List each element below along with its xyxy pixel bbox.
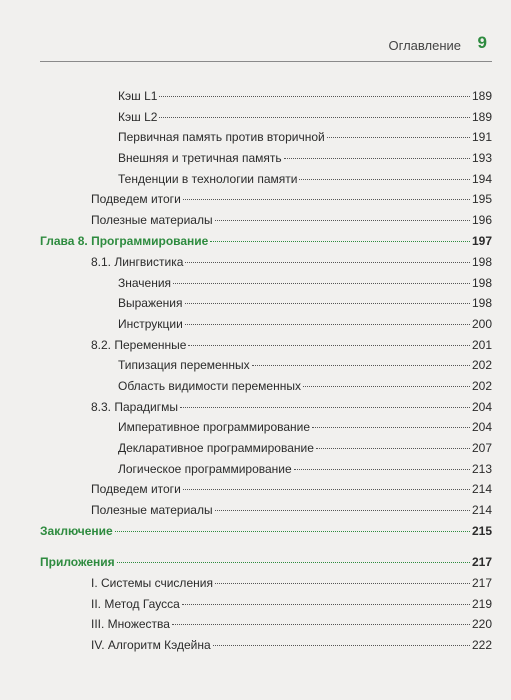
toc-entry (91, 191, 492, 207)
toc-entry-title: Приложения (40, 555, 115, 569)
toc-page-number: 202 (471, 379, 492, 393)
toc-entry (91, 616, 492, 632)
toc-leader-dots (213, 645, 470, 646)
toc-entry-title: 8.3. Парадигмы (91, 400, 178, 414)
toc-entry-title: IV. Алгоритм Кэдейна (91, 638, 211, 652)
toc-entry-title: Внешняя и третичная память (118, 151, 282, 165)
toc-leader-dots (188, 345, 469, 346)
toc-page-number: 197 (471, 234, 492, 248)
toc-page-number: 220 (471, 617, 492, 631)
toc-leader-dots (316, 448, 470, 449)
header-title: Оглавление (388, 38, 461, 53)
toc-entry (91, 637, 492, 653)
toc-leader-dots (159, 117, 470, 118)
toc-leader-dots (215, 220, 470, 221)
toc-page-number: 222 (471, 638, 492, 652)
toc-entry (118, 129, 492, 145)
toc-page-number: 219 (471, 597, 492, 611)
toc-leader-dots (303, 386, 470, 387)
toc-page-number: 189 (471, 89, 492, 103)
toc-entry-title: Выражения (118, 296, 183, 310)
toc-entry-title: Область видимости переменных (118, 379, 301, 393)
toc-entry (91, 212, 492, 228)
toc-leader-dots (185, 324, 470, 325)
toc-leader-dots (327, 137, 470, 138)
toc-page-number: 191 (471, 130, 492, 144)
toc-entry (118, 461, 492, 477)
toc-entry (91, 596, 492, 612)
toc-page-number: 217 (471, 576, 492, 590)
toc-entry-title: 8.2. Переменные (91, 338, 187, 352)
toc-entry-title: II. Метод Гаусса (91, 597, 180, 611)
toc-entry-title: III. Множества (91, 617, 170, 631)
toc-page-number: 204 (471, 420, 492, 434)
toc-entry (118, 378, 492, 394)
toc-leader-dots (215, 510, 470, 511)
toc-entry-title: Заключение (40, 524, 113, 538)
toc-page-number: 217 (471, 555, 492, 569)
toc-entry (118, 88, 492, 104)
toc-page-number: 214 (471, 482, 492, 496)
toc-leader-dots (210, 241, 470, 242)
toc-page-number: 213 (471, 462, 492, 476)
toc-leader-dots (294, 469, 470, 470)
toc-page-number: 193 (471, 151, 492, 165)
toc-leader-dots (173, 283, 470, 284)
toc-entry-title: Императивное программирование (118, 420, 311, 434)
toc-leader-dots (182, 604, 470, 605)
toc-entry (91, 502, 492, 518)
toc-page-number: 202 (471, 358, 492, 372)
toc-entry-title: Тенденции в технологии памяти (118, 172, 298, 186)
toc-leader-dots (215, 583, 470, 584)
toc-entry (118, 171, 492, 187)
toc-page-number: 200 (471, 317, 492, 331)
toc-entry-title: Кэш L1 (118, 89, 158, 103)
toc-page-number: 215 (471, 524, 492, 538)
toc-leader-dots (312, 427, 470, 428)
toc-chapter-entry (40, 233, 492, 249)
toc-entry (118, 419, 492, 435)
toc-leader-dots (185, 262, 470, 263)
toc-entry (91, 481, 492, 497)
toc-page-number: 194 (471, 172, 492, 186)
toc-entry-title: Полезные материалы (91, 213, 213, 227)
toc-leader-dots (299, 179, 470, 180)
toc-entry-title: Подведем итоги (91, 482, 181, 496)
toc-entry (118, 109, 492, 125)
toc-entry (91, 399, 492, 415)
toc-leader-dots (180, 407, 470, 408)
header-page-number: 9 (477, 33, 487, 52)
toc-entry (91, 254, 492, 270)
toc-page-number: 204 (471, 400, 492, 414)
toc-leader-dots (252, 365, 470, 366)
toc-entry (118, 440, 492, 456)
toc-chapter-entry (40, 523, 492, 539)
toc-entry-title: Первичная память против вторичной (118, 130, 325, 144)
toc-entry (118, 316, 492, 332)
toc-entry-title: Декларативное программирование (118, 441, 314, 455)
toc-page-number: 198 (471, 296, 492, 310)
toc-entry-title: Глава 8. Программирование (40, 234, 209, 248)
toc-leader-dots (183, 489, 470, 490)
toc-entry (118, 295, 492, 311)
toc-leader-dots (284, 158, 470, 159)
toc-entry-title: Инструкции (118, 317, 183, 331)
toc-entry-title: Логическое программирование (118, 462, 292, 476)
toc-page-number: 207 (471, 441, 492, 455)
toc-page-number: 198 (471, 255, 492, 269)
toc-leader-dots (183, 199, 470, 200)
toc-leader-dots (159, 96, 470, 97)
toc-entry-title: Полезные материалы (91, 503, 213, 517)
toc-entry (91, 575, 492, 591)
toc-entry-title: Кэш L2 (118, 110, 158, 124)
toc-leader-dots (185, 303, 470, 304)
toc-entry-title: Подведем итоги (91, 192, 181, 206)
toc-entry (91, 337, 492, 353)
toc-page-number: 196 (471, 213, 492, 227)
toc-entry-title: Типизация переменных (118, 358, 250, 372)
toc-entry-title: 8.1. Лингвистика (91, 255, 184, 269)
toc-entry-title: I. Системы счисления (91, 576, 213, 590)
toc-entry (118, 275, 492, 291)
toc-leader-dots (115, 531, 470, 532)
toc-page-number: 189 (471, 110, 492, 124)
toc-leader-dots (172, 624, 470, 625)
toc-page-number: 201 (471, 338, 492, 352)
toc-page-number: 198 (471, 276, 492, 290)
toc-entry-title: Значения (118, 276, 172, 290)
toc-entry (118, 357, 492, 373)
toc-page-number: 214 (471, 503, 492, 517)
toc-chapter-entry (40, 554, 492, 570)
toc-leader-dots (117, 562, 470, 563)
toc-entry (118, 150, 492, 166)
toc-page-number: 195 (471, 192, 492, 206)
